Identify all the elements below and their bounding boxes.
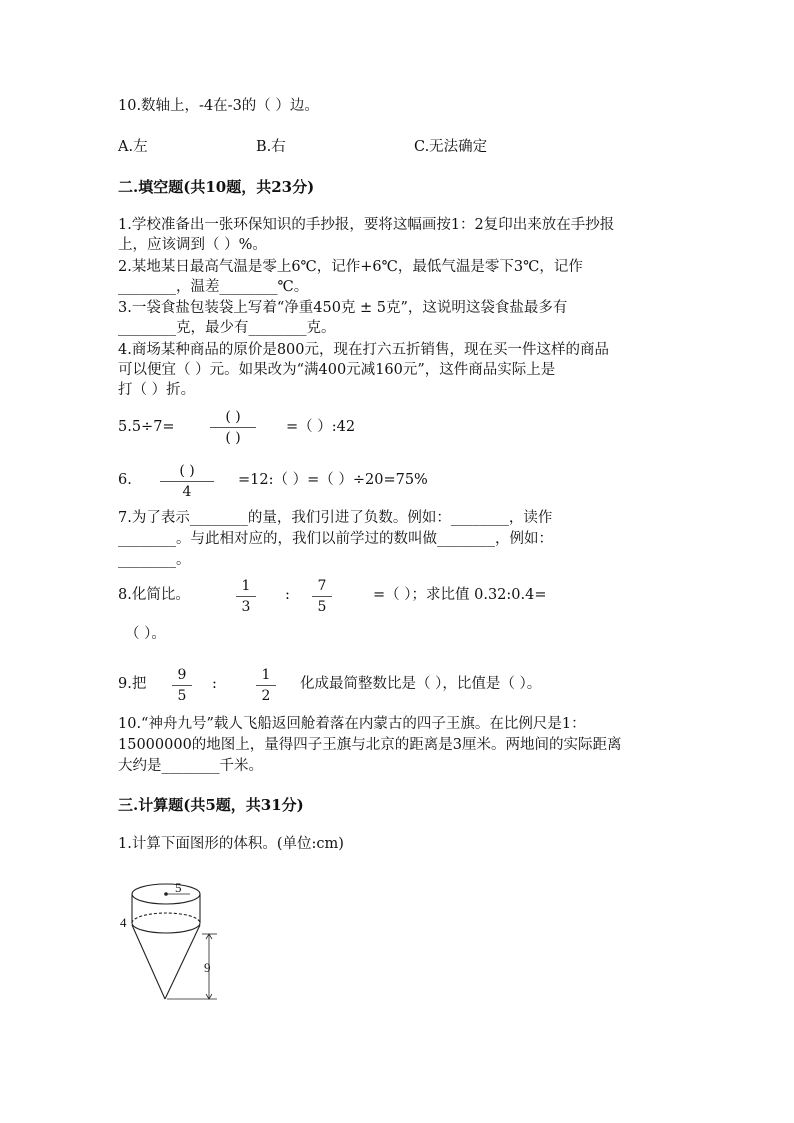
q10-line-3: 大约是________千米。 [118,758,263,774]
q7-line-1: 7.为了表示________的量，我们引进了负数。例如：________，读作 [118,510,553,526]
fraction-bar [172,685,192,686]
section-3-heading: 三.计算题(共5题，共31分) [118,796,304,814]
q8-f1-denominator: 3 [241,599,251,615]
q8-f2-denominator: 5 [317,599,327,615]
s3-q1-text: 1.计算下面图形的体积。(单位:cm) [118,836,344,852]
q10-line-2: 15000000的地图上，量得四子王旗与北京的距离是3厘米。两地间的实际距离 [118,737,622,753]
q8-prefix: 8.化简比。 [118,587,190,603]
option-c: C.无法确定 [414,139,488,155]
q6-fraction [160,462,214,501]
option-a: A.左 [118,139,148,155]
section-2-heading: 二.填空题(共10题，共23分) [118,178,315,196]
cylinder-height-label: 4 [120,915,127,930]
q4-line-3: 打（ ）折。 [118,382,196,398]
q7-line-3: ________。 [118,552,191,568]
q8-f2-numerator: 7 [317,578,327,594]
q9-f1-denominator: 5 [177,688,187,704]
center-dot [164,892,168,896]
q1-line-2: 上，应该调到（ ）%。 [118,237,267,253]
q6-numerator: ( ) [179,463,195,479]
q9-f2-numerator: 1 [261,667,271,683]
q9-f2-denominator: 2 [261,688,271,704]
radius-label: 5 [175,880,182,895]
q8-f1-numerator: 1 [241,578,251,594]
fraction-bar [236,596,256,597]
q1-line-1: 1.学校准备出一张环保知识的手抄报，要将这幅画按1：2复印出来放在手抄报 [118,217,615,233]
q9-fraction-1 [172,666,192,705]
q3-line-2: ________克，最少有________克。 [118,320,336,336]
q4-line-1: 4.商场某种商品的原价是800元，现在打六五折销售，现在买一件这样的商品 [118,342,610,358]
q5-numerator: ( ) [225,409,241,425]
q6-denominator: 4 [182,484,192,500]
q6-prefix: 6. [118,472,132,488]
cone-height-label: 9 [204,960,211,975]
q5-suffix: =（ ）:42 [286,419,356,435]
q2-line-2: ________，温差________℃。 [118,279,309,295]
q9-f1-numerator: 9 [177,667,187,683]
fraction-bar [210,427,256,428]
cylinder-cone-figure [112,880,222,1005]
q9-prefix: 9.把 [118,676,147,692]
question-10-stem: 10.数轴上，-4在-3的（ ）边。 [118,98,319,114]
q9-fraction-2 [256,666,276,705]
q8-fraction-2 [312,577,332,616]
q5-prefix: 5.5÷7= [118,419,175,435]
q3-line-1: 3.一袋食盐包装袋上写着“净重450克 ± 5克”，这说明这袋食盐最多有 [118,300,568,316]
q2-line-1: 2.某地某日最高气温是零上6℃，记作+6℃，最低气温是零下3℃，记作 [118,259,583,275]
q8-fraction-1 [236,577,256,616]
q4-line-2: 可以便宜（ ）元。如果改为“满400元减160元”，这件商品实际上是 [118,362,556,378]
fraction-bar [312,596,332,597]
option-b: B.右 [256,139,286,155]
q10-line-1: 10.“神舟九号”载人飞船返回舱着落在内蒙古的四子王旗。在比例尺是1： [118,716,586,732]
q9-colon: : [212,676,217,692]
q8-colon: : [285,587,290,603]
fraction-bar [256,685,276,686]
q8-suffix: =（ ）；求比值 0.32:0.4= [373,587,547,603]
q9-suffix: 化成最简整数比是（ ），比值是（ ）。 [300,676,542,692]
fraction-bar [160,481,214,482]
q6-suffix: =12:（ ）=（ ）÷20=75% [238,472,428,488]
q8-line-2: （ ）。 [125,626,166,642]
q5-denominator: ( ) [225,430,241,446]
q7-line-2: ________。与此相对应的，我们以前学过的数叫做________，例如： [118,531,553,547]
q5-fraction [210,408,256,447]
